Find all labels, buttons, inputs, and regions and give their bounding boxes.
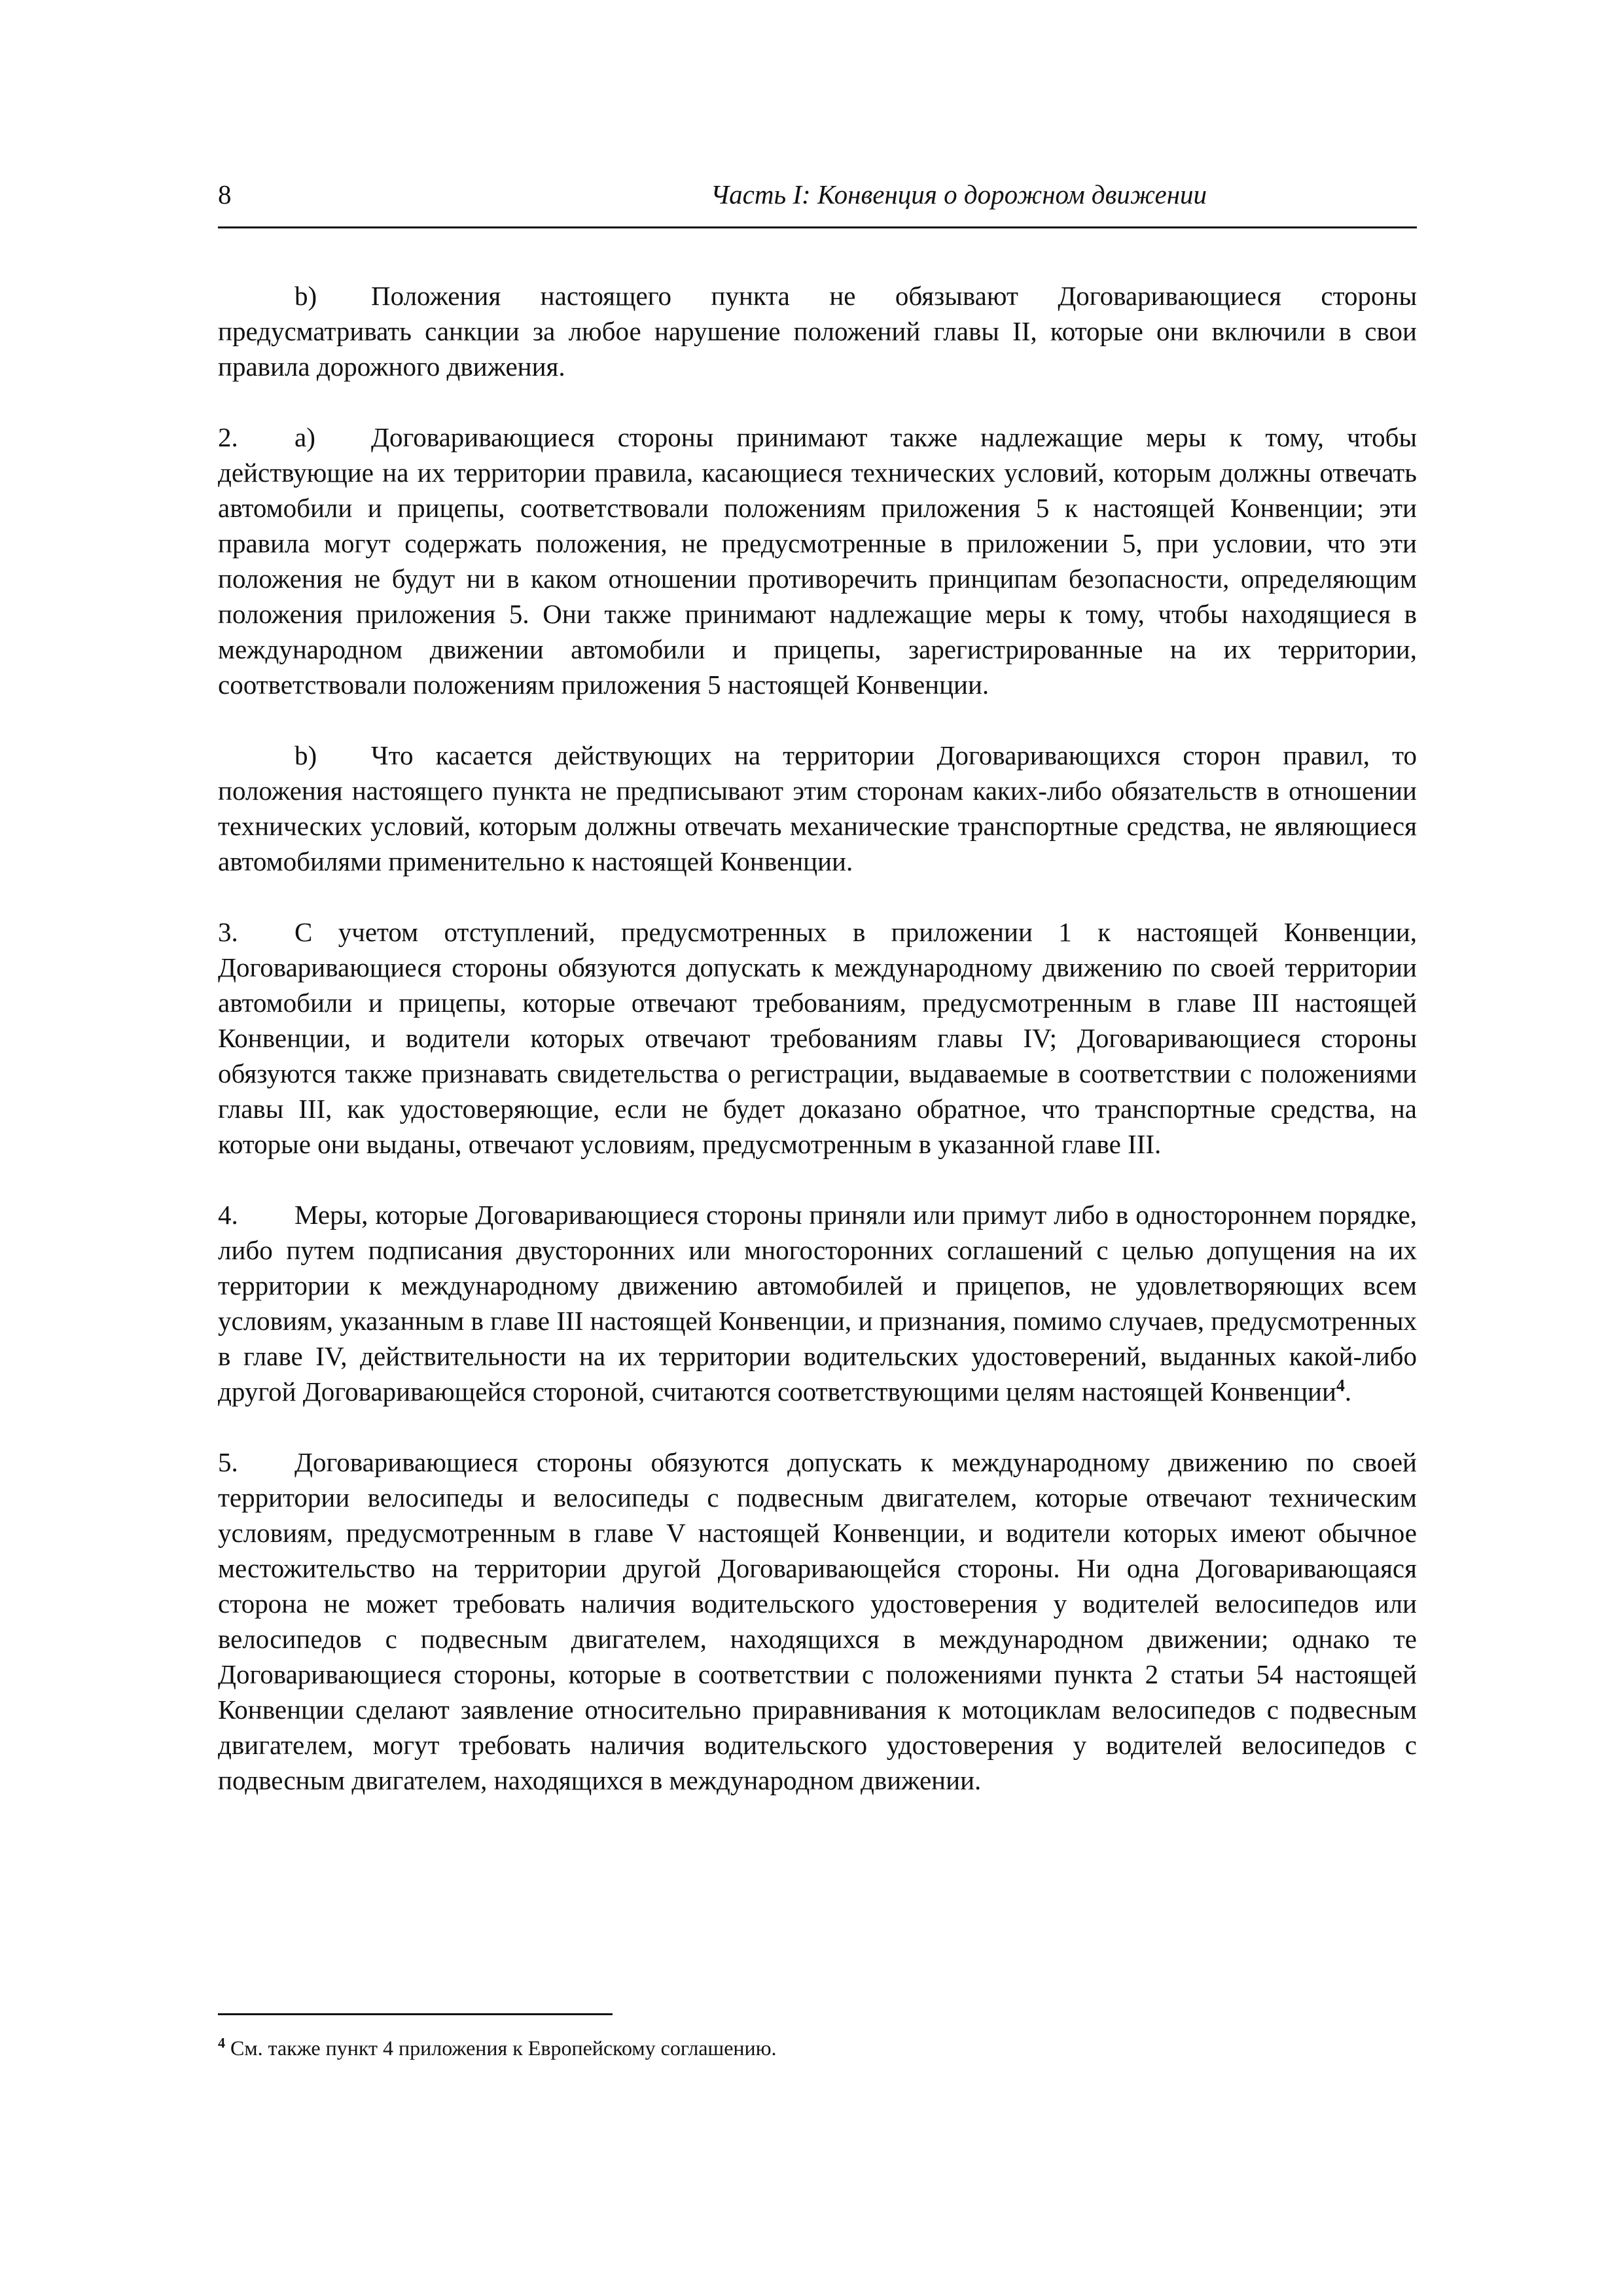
paragraph-1b	[218, 278, 1417, 384]
footnote-reference[interactable]: 4	[1336, 1376, 1345, 1395]
document-body	[218, 278, 1417, 1833]
paragraph-number: 3.	[218, 917, 238, 947]
paragraph-number: 5.	[218, 1447, 238, 1477]
paragraph-tail: .	[1344, 1376, 1352, 1407]
header-rule	[218, 226, 1417, 228]
paragraph-text: Что касается действующих на территории Договаривающихся сторон правил, то положения настоящего пункта не предписывают этим сторонам каких-либо обязательств в отношении технических условий, которым должны отвечать механические транспортные средства, не являющиеся автомобилями применительно к настоящей Конвенции.	[218, 740, 1417, 876]
sub-label: b)	[294, 740, 317, 770]
sub-label: a)	[294, 422, 315, 452]
page-header	[218, 178, 1417, 230]
paragraph-4	[218, 1197, 1417, 1409]
paragraph-text: Меры, которые Договаривающиеся стороны приняли или примут либо в одностороннем порядке, либо путем подписания двусторонних или многосторонних соглашений с целью допущения на их территории к международному движению автомобилей и прицепов, не удовлетворяющих всем условиям, указанным в главе III настоящей Конвенции, и признания, помимо случаев, предусмотренных в главе IV, действительности на их территории водительских удостоверений, выданных какой-либо другой Договаривающейся стороной, считаются соответствующими целям настоящей Конвенции	[218, 1200, 1417, 1407]
footnote-text: См. также пункт 4 приложения к Европейскому соглашению.	[225, 2036, 777, 2060]
paragraph-3	[218, 914, 1417, 1162]
footnote	[218, 2034, 1417, 2062]
paragraph-5	[218, 1444, 1417, 1798]
paragraph-2b	[218, 738, 1417, 879]
paragraph-number: 4.	[218, 1200, 238, 1230]
sub-label: b)	[294, 281, 317, 311]
page-number: 8	[218, 179, 232, 209]
paragraph-text: С учетом отступлений, предусмотренных в приложении 1 к настоящей Конвенции, Договаривающиеся стороны обязуются допускать к международному движению по своей территории автомобили и прицепы, которые отвечают требованиям, предусмотренным в главе III настоящей Конвенции, и водители которых отвечают требованиям главы IV; Договаривающиеся стороны обязуются также признавать свидетельства о регистрации, выдаваемые в соответствии с положениями главы III, как удостоверяющие, если не будет доказано обратное, что транспортные средства, на которые они выданы, отвечают условиям, предусмотренным в указанной главе III.	[218, 917, 1417, 1159]
running-title: Часть I: Конвенция о дорожном движении	[710, 179, 1207, 209]
footnote-marker: 4	[218, 2034, 225, 2051]
paragraph-2a	[218, 420, 1417, 702]
paragraph-text: Договаривающиеся стороны принимают также надлежащие меры к тому, чтобы действующие на их территории правила, касающиеся технических условий, которым должны отвечать автомобили и прицепы, соответствовали положениям приложения 5 к настоящей Конвенции; эти правила могут содержать положения, не предусмотренные в приложении 5, при условии, что эти положения не будут ни в каком отношении противоречить принципам безопасности, определяющим положения приложения 5. Они также принимают надлежащие меры к тому, чтобы находящиеся в международном движении автомобили и прицепы, зарегистрированные на их территории, соответствовали положениям приложения 5 настоящей Конвенции.	[218, 422, 1417, 700]
paragraph-number: 2.	[218, 422, 238, 452]
footnote-separator	[218, 2013, 613, 2015]
paragraph-text: Договаривающиеся стороны обязуются допускать к международному движению по своей территории велосипеды и велосипеды с подвесным двигателем, которые отвечают техническим условиям, предусмотренным в главе V настоящей Конвенции, и водители которых имеют обычное местожительство на территории другой Договаривающейся стороны. Ни одна Договаривающаяся сторона не может требовать наличия водительского удостоверения у водителей велосипедов или велосипедов с подвесным двигателем, находящихся в международном движении; однако те Договаривающиеся стороны, которые в соответствии с положениями пункта 2 статьи 54 настоящей Конвенции сделают заявление относительно приравнивания к мотоциклам велосипедов с подвесным двигателем, могут требовать наличия водительского удостоверения у водителей велосипедов с подвесным двигателем, находящихся в международном движении.	[218, 1447, 1417, 1795]
paragraph-text: Положения настоящего пункта не обязывают Договаривающиеся стороны предусматривать санкции за любое нарушение положений главы II, которые они включили в свои правила дорожного движения.	[218, 281, 1417, 382]
